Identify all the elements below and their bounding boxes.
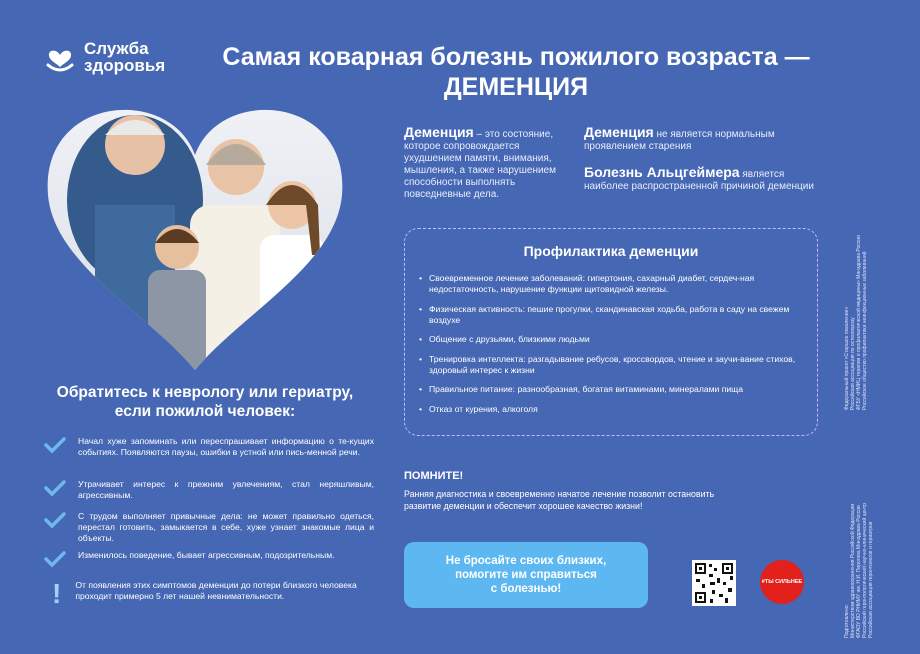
side-text-credits: Подготовлено: Министерством здравоохранения Российской Федерации ФГАОУ ВО РНИМУ им. Н.И. Пирогова Минздрава России Российский геронтологический научно-клинический центр Российская ассоциация геронтологов и гериатров [844,502,874,638]
prevention-list [415,273,809,423]
timeline-note-text: От появления этих симптомов деменции до потери близкого человека проходит примерно 5 лет нашей невнимательности. [75,580,357,601]
remember-text: Ранняя диагностика и своевременно начатое лечение позволит остановить развитие деменции и обеспечит хорошее качество жизни! [404,489,715,511]
definition-term: Деменция [404,124,474,140]
definition-dementia [404,126,564,201]
heart-logo-icon [44,41,76,73]
prevention-box [404,228,818,436]
prevention-item: • Правильное питание: разнообразная, богатая витаминами, минералами пища [429,384,809,395]
symptom-item [44,479,374,501]
cta-line-2: помогите им справиться [455,569,597,581]
checkmark-icon [44,479,66,497]
appeal-heading [40,383,370,421]
definition-not-aging [584,126,804,153]
symptom-text: Начал хуже запоминать или переспрашивает информацию о те-кущих событиях. Появляются паузы, ошибки в устной или пись-менной речи. [78,436,374,457]
appeal-line-2: если пожилой человек: [114,403,296,420]
symptom-text: Утрачивает интерес к прежним увлечениям, стал неряшливым, агрессивным. [78,479,374,500]
side-text-partners: Федеральный проект «Старшее поколение» Российская ассоциация по остеопорозу ФГБУ «НМИЦ терапии и профилактической медицины» Минздрава России Российское общество профилактики неинфекционных заболеваний [844,235,868,410]
prevention-item: • Общение с друзьями, близкими людьми [429,334,809,345]
definition-text: является наиболее распространенной причиной деменции [584,169,814,192]
symptom-item [44,511,374,544]
call-to-action-banner [404,542,648,608]
symptom-item [44,436,374,458]
title-line-1: Самая коварная болезнь пожилого возраста — [222,43,810,71]
badge-text: #ТЫ СИЛЬНЕЕ [761,579,803,585]
definition-text: – это состояние, которое сопровождается ухудшением памяти, внимания, мышления, а также нарушением способности выполнять повседневные дела. [404,129,556,200]
logo-text [84,40,165,74]
exclamation-icon: ! [52,578,62,609]
appeal-line-1: Обратитесь к неврологу или гериатру, [56,384,354,401]
prevention-title: Профилактика деменции [523,243,699,259]
family-photo [40,85,350,375]
symptom-text: Изменилось поведение, бывает агрессивным, подозрительным. [78,550,335,560]
symptom-item [44,550,374,568]
definition-term: Деменция [584,124,654,140]
prevention-item: • Тренировка интеллекта: разгадывание ребусов, кроссвордов, чтение и заучи-вание стихов, здоровый интерес к жизни [429,354,809,376]
checkmark-icon [44,550,66,568]
prevention-item: • Отказ от курения, алкоголя [429,404,809,415]
logo-line-2: здоровья [84,56,166,75]
campaign-badge [760,560,804,604]
qr-code[interactable] [692,560,736,606]
logo-line-1: Служба [84,39,149,58]
logo [44,40,165,74]
remember-title: ПОМНИТЕ! [404,470,464,482]
prevention-item: • Своевременное лечение заболеваний: гипертония, сахарный диабет, сердеч-ная недостаточность, нарушение функции щитовидной железы. [429,273,809,295]
timeline-note [52,580,372,608]
title-line-2: ДЕМЕНЦИЯ [443,73,589,101]
prevention-item: • Физическая активность: пешие прогулки, скандинавская ходьба, работа в саду на свежем воздухе [429,304,809,326]
definition-text: не является нормальным проявлением старения [584,129,775,152]
symptom-text: С трудом выполняет привычные дела: не может правильно одеться, перестал готовить, замыкается в себе, хуже узнает знакомые лица и объекты. [78,511,374,543]
checkmark-icon [44,511,66,529]
definition-alzheimer [584,166,824,193]
checkmark-icon [44,436,66,454]
cta-line-3: с болезнью! [490,583,562,595]
cta-line-1: Не бросайте своих близких, [445,555,607,567]
definition-term: Болезнь Альцгеймера [584,164,740,180]
